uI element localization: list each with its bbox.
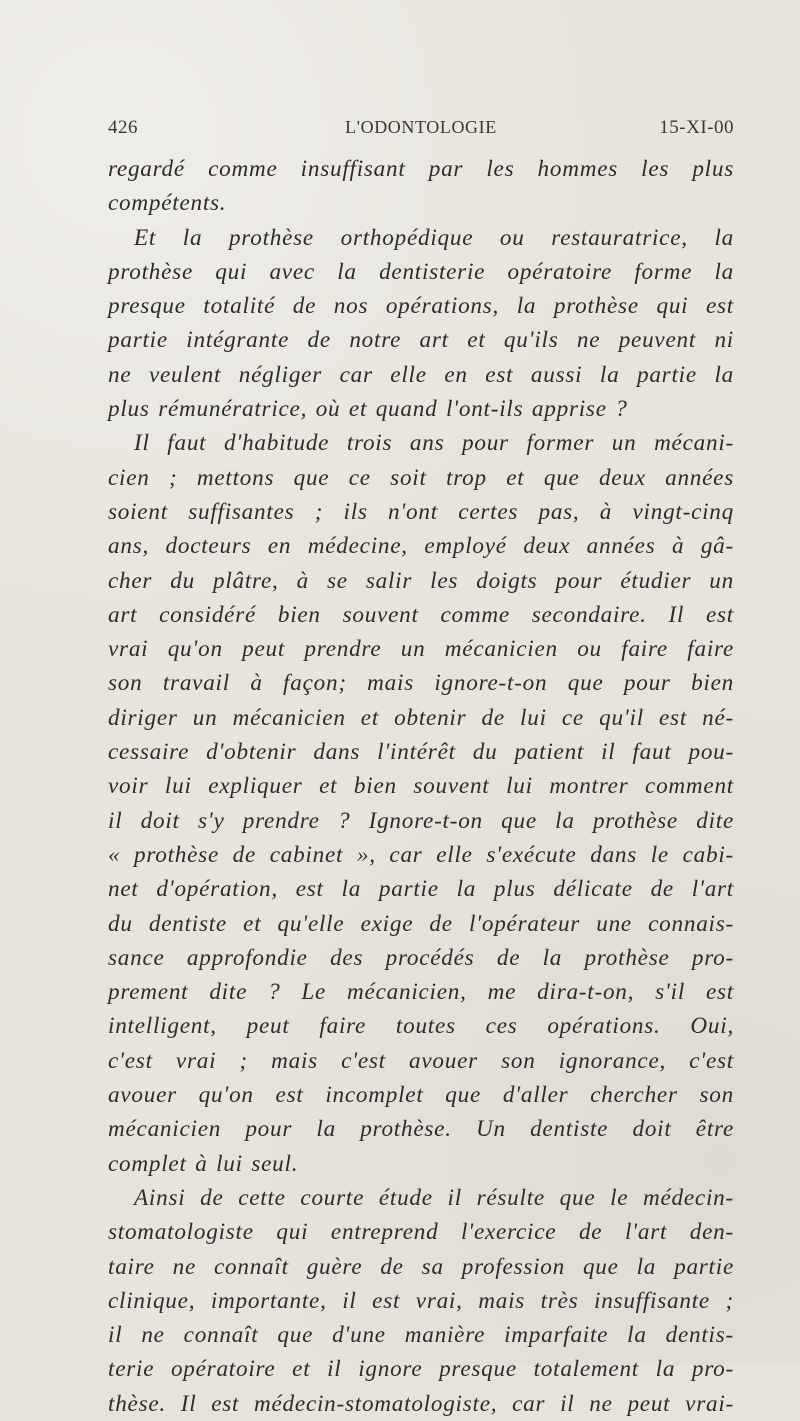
text-line: voir lui expliquer et bien souvent lui montrer comment — [108, 773, 734, 800]
text-line: prement dite ? Le mécanicien, me dira-t-on, s'il est — [108, 979, 734, 1006]
page-number: 426 — [108, 117, 138, 138]
text-line: il doit s'y prendre ? Ignore-t-on que la prothèse dite — [108, 807, 734, 834]
text-line: partie intégrante de notre art et qu'ils ne peuvent ni — [108, 327, 734, 354]
text-line: taire ne connaît guère de sa profession que la partie — [108, 1253, 734, 1280]
text-line: prothèse qui avec la dentisterie opératoire forme la — [108, 258, 734, 285]
text-line: clinique, importante, il est vrai, mais très insuffisante ; — [108, 1287, 734, 1314]
body-text — [108, 152, 734, 1421]
text-line: ans, docteurs en médecine, employé deux années à gâ- — [108, 533, 734, 560]
text-line: ne veulent négliger car elle en est aussi la partie la — [108, 361, 734, 388]
text-line: « prothèse de cabinet », car elle s'exécute dans le cabi- — [108, 841, 734, 868]
text-line: intelligent, peut faire toutes ces opérations. Oui, — [108, 1013, 734, 1040]
text-line: plus rémunératrice, où et quand l'ont-ils apprise ? — [108, 396, 628, 423]
text-line: son travail à façon; mais ignore-t-on que pour bien — [108, 670, 734, 697]
text-line: Et la prothèse orthopédique ou restauratrice, la — [134, 224, 734, 251]
running-header — [108, 117, 734, 143]
text-line: avouer qu'on est incomplet que d'aller chercher son — [108, 1082, 734, 1109]
text-line: il ne connaît que d'une manière imparfaite la dentis- — [108, 1322, 734, 1349]
text-line: stomatologiste qui entreprend l'exercice de l'art den- — [108, 1219, 734, 1246]
text-line: Il faut d'habitude trois ans pour former un mécani- — [134, 430, 734, 457]
text-line: sance approfondie des procédés de la prothèse pro- — [108, 944, 734, 971]
text-line: regardé comme insuffisant par les hommes les plus — [108, 156, 734, 182]
text-line: cher du plâtre, à se salir les doigts pour étudier un — [108, 567, 734, 594]
text-line: terie opératoire et il ignore presque totalement la pro- — [108, 1356, 734, 1383]
text-line: diriger un mécanicien et obtenir de lui ce qu'il est né- — [108, 704, 734, 731]
text-line: thèse. Il est médecin-stomatologiste, car il ne peut vrai- — [108, 1390, 734, 1417]
text-line: cien ; mettons que ce soit trop et que deux années — [108, 464, 734, 491]
text-line: soient suffisantes ; ils n'ont certes pas, à vingt-cinq — [108, 498, 734, 525]
text-line: c'est vrai ; mais c'est avouer son ignorance, c'est — [108, 1047, 734, 1074]
text-line: du dentiste et qu'elle exige de l'opérateur une connais- — [108, 910, 734, 937]
text-line: vrai qu'on peut prendre un mécanicien ou faire faire — [108, 636, 734, 663]
issue-date: 15-XI-00 — [659, 117, 734, 138]
text-line: complet à lui seul. — [108, 1150, 299, 1177]
text-line: Ainsi de cette courte étude il résulte que le médecin- — [134, 1184, 734, 1211]
text-line: presque totalité de nos opérations, la prothèse qui est — [108, 293, 734, 320]
text-line: cessaire d'obtenir dans l'intérêt du patient il faut pou- — [108, 739, 734, 766]
text-line: compétents. — [108, 190, 227, 217]
text-line: net d'opération, est la partie la plus délicate de l'art — [108, 876, 734, 903]
text-line: mécanicien pour la prothèse. Un dentiste doit être — [108, 1116, 734, 1143]
running-title: L'ODONTOLOGIE — [345, 117, 497, 137]
text-line: art considéré bien souvent comme secondaire. Il est — [108, 601, 734, 628]
